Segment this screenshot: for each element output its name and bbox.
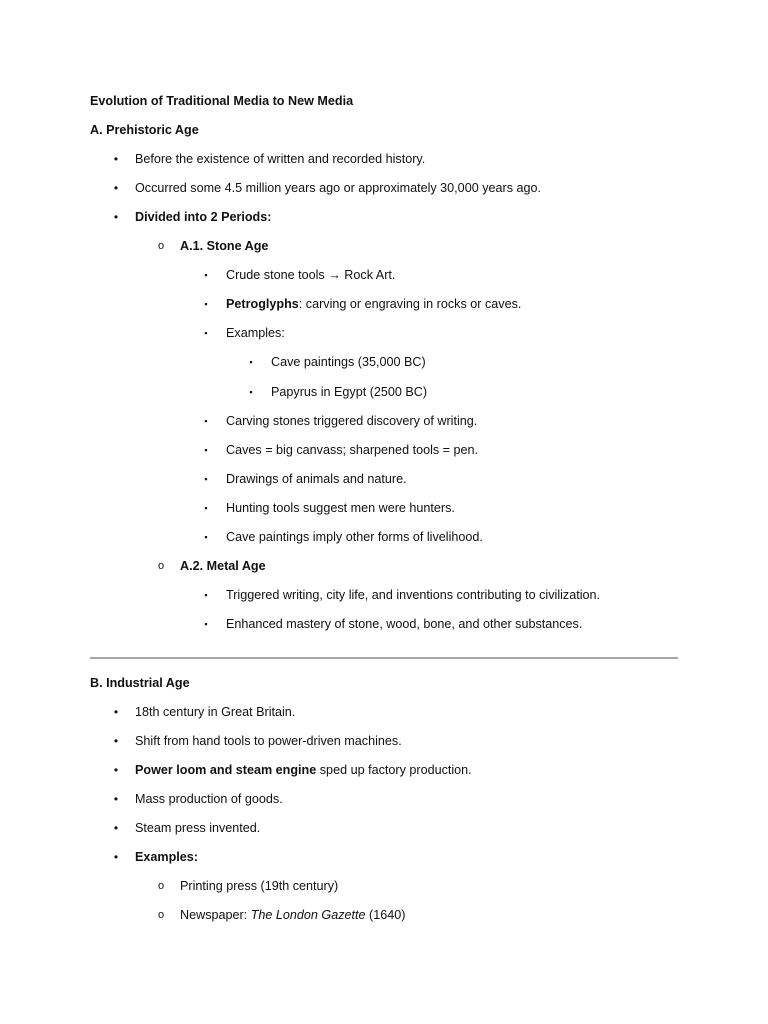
- bullet-disc: •: [113, 210, 119, 224]
- bullet-square: ▪: [204, 299, 208, 309]
- newspaper-title: The London Gazette: [250, 908, 366, 922]
- list-item: Crude stone tools → Rock Art.: [226, 268, 396, 282]
- bullet-disc: •: [113, 850, 119, 864]
- bullet-disc: •: [113, 792, 119, 806]
- list-item: Examples:: [135, 850, 198, 864]
- list-item: Carving stones triggered discovery of writing.: [226, 414, 478, 428]
- list-item: Occurred some 4.5 million years ago or approximately 30,000 years ago.: [135, 181, 542, 195]
- list-item: [180, 907, 405, 923]
- bullet-disc: •: [113, 181, 119, 195]
- bullet-circle: o: [157, 909, 165, 921]
- list-item: Caves = big canvass; sharpened tools = pen.: [226, 443, 479, 457]
- bullet-square: ▪: [204, 532, 208, 542]
- bullet-square: ▪: [204, 474, 208, 484]
- bullet-circle: o: [157, 240, 165, 252]
- list-item: Enhanced mastery of stone, wood, bone, and other substances.: [226, 617, 583, 631]
- list-item: Shift from hand tools to power-driven machines.: [135, 734, 402, 748]
- list-item: Papyrus in Egypt (2500 BC): [271, 385, 428, 399]
- list-item: Cave paintings (35,000 BC): [271, 355, 426, 369]
- list-item: 18th century in Great Britain.: [135, 705, 296, 719]
- list-item: Examples:: [226, 326, 285, 340]
- list-item: Printing press (19th century): [180, 879, 339, 893]
- bullet-disc: •: [113, 152, 119, 166]
- list-item: Mass production of goods.: [135, 792, 283, 806]
- bullet-circle: o: [157, 560, 165, 572]
- newspaper-prefix: Newspaper:: [180, 908, 251, 922]
- term-description: sped up factory production.: [316, 763, 472, 777]
- list-item: Triggered writing, city life, and inventions contributing to civilization.: [226, 588, 601, 602]
- bullet-square: ▪: [204, 619, 208, 629]
- bullet-square: ▪: [204, 445, 208, 455]
- term-petroglyphs: Petroglyphs: [226, 297, 299, 311]
- bullet-disc: •: [113, 821, 119, 835]
- subsection-heading-stone-age: A.1. Stone Age: [180, 239, 269, 253]
- bullet-disc: •: [113, 705, 119, 719]
- list-item: Before the existence of written and recorded history.: [135, 152, 426, 166]
- subsection-heading-metal-age: A.2. Metal Age: [180, 559, 266, 573]
- list-item: Divided into 2 Periods:: [135, 210, 272, 224]
- bullet-square: ▪: [204, 503, 208, 513]
- section-b-heading: B. Industrial Age: [90, 676, 190, 690]
- list-item: Drawings of animals and nature.: [226, 472, 407, 486]
- bullet-square: ▪: [249, 357, 253, 367]
- bullet-square: ▪: [204, 590, 208, 600]
- list-item: Hunting tools suggest men were hunters.: [226, 501, 455, 515]
- bullet-square: ▪: [204, 416, 208, 426]
- bullet-square: ▪: [249, 387, 253, 397]
- list-item: [226, 296, 521, 312]
- term-definition: : carving or engraving in rocks or caves.: [298, 297, 522, 311]
- list-item: Steam press invented.: [135, 821, 261, 835]
- horizontal-divider: [90, 657, 678, 659]
- list-item: Cave paintings imply other forms of livelihood.: [226, 530, 483, 544]
- bullet-disc: •: [113, 763, 119, 777]
- bullet-disc: •: [113, 734, 119, 748]
- bullet-circle: o: [157, 880, 165, 892]
- document-title: Evolution of Traditional Media to New Media: [90, 94, 354, 108]
- bullet-square: ▪: [204, 328, 208, 338]
- bullet-square: ▪: [204, 270, 208, 280]
- section-a-heading: A. Prehistoric Age: [90, 123, 199, 137]
- list-item: [135, 762, 472, 778]
- newspaper-year: (1640): [365, 908, 406, 922]
- term-power-loom: Power loom and steam engine: [135, 763, 317, 777]
